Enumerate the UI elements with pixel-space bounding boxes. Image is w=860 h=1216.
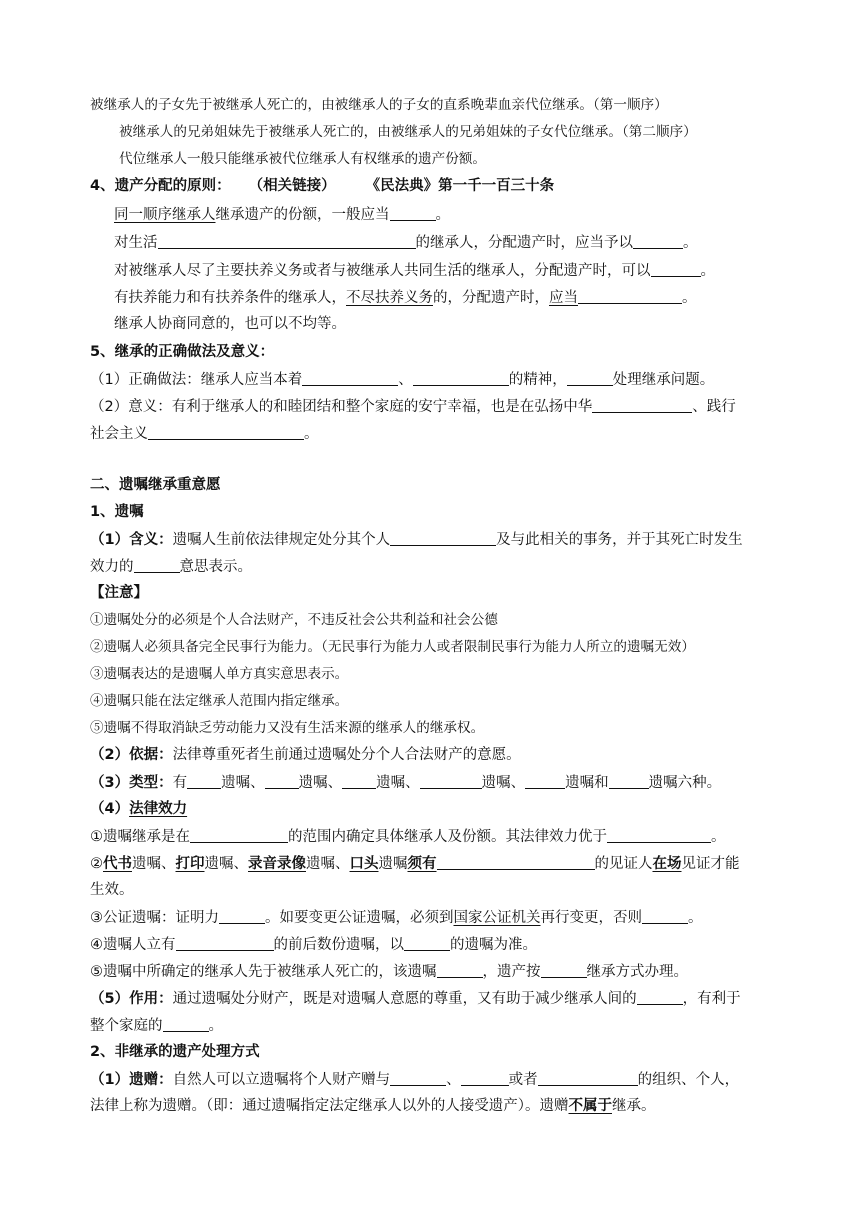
- law-reference: 《民法典》第一千一百三十条: [365, 178, 555, 194]
- underlined-term: 口头: [349, 856, 379, 872]
- text-line: [114, 260, 715, 282]
- fill-blank[interactable]: [538, 1069, 638, 1086]
- text-line: [90, 745, 521, 767]
- fill-blank[interactable]: [651, 260, 701, 277]
- text-line: [90, 1015, 223, 1037]
- text-span: 对被继承人尽了主要扶养义务或者与被继承人共同生活的继承人，分配遗产时，可以: [114, 263, 651, 279]
- note-heading: [90, 583, 148, 605]
- fill-blank[interactable]: [633, 232, 683, 249]
- text-span: 的继承人，分配遗产时，应当予以: [415, 235, 633, 251]
- fill-blank[interactable]: [637, 988, 683, 1005]
- text-span: 有: [172, 775, 188, 791]
- text-span: 自然人可以立遗嘱将个人财产赠与: [172, 1072, 391, 1088]
- text-span: 或者: [508, 1072, 538, 1088]
- text-span: 遗嘱和: [565, 775, 609, 791]
- text-line: [90, 95, 668, 117]
- text-span: 通过遗嘱处分财产，既是对遗嘱人意愿的尊重，又有助于减少继承人间的: [172, 991, 637, 1007]
- text-line: [90, 826, 726, 848]
- text-span: 法律尊重死者生前通过遗嘱处分个人合法财产的意愿。: [172, 747, 521, 763]
- text-span: 的见证人: [594, 856, 653, 872]
- text-line: [90, 529, 743, 551]
- text-span: 的组织、个人，: [637, 1072, 740, 1088]
- text-line: [114, 287, 697, 309]
- definition-label: （1）含义：: [90, 532, 173, 548]
- text-span: 有扶养能力和有扶养条件的继承人，: [114, 290, 346, 306]
- underlined-term: 不尽扶养义务: [346, 290, 433, 306]
- text-line: [90, 934, 537, 956]
- text-span: 及与此相关的事务，并于其死亡时发生: [496, 532, 743, 548]
- text-span: 对生活: [114, 235, 158, 251]
- substitute-inheritance-first-order: 被继承人的子女先于被继承人死亡的，由被继承人的子女的直系晚辈血亲代位继承。（第一顺序）: [90, 97, 668, 113]
- note-text: ③遗嘱表达的是遗嘱人单方真实意思表示。: [90, 666, 349, 682]
- text-line: [119, 122, 697, 144]
- fill-blank[interactable]: [390, 529, 496, 546]
- note-item: [90, 610, 498, 632]
- note-text: ④遗嘱只能在法定继承人范围内指定继承。: [90, 693, 349, 709]
- text-span: 、践行: [692, 399, 736, 415]
- section-heading: [90, 176, 554, 198]
- text-span: 。如要变更公证遗嘱，必须到: [265, 910, 454, 926]
- text-span: 处理继承问题。: [612, 372, 715, 388]
- text-line: [114, 232, 698, 254]
- fill-blank[interactable]: [390, 1069, 446, 1086]
- text-span: ④遗嘱人立有: [90, 937, 176, 953]
- fill-blank[interactable]: [265, 772, 299, 789]
- fill-blank[interactable]: [578, 287, 682, 304]
- fill-blank[interactable]: [420, 772, 482, 789]
- text-span: 生效。: [90, 882, 134, 898]
- text-span: 继承人协商同意的，也可以不均等。: [114, 316, 346, 332]
- substitute-inheritance-second-order: 被继承人的兄弟姐妹先于被继承人死亡的，由被继承人的兄弟姐妹的子女代位继承。（第二顺序）: [119, 124, 697, 140]
- text-span: 社会主义: [90, 426, 148, 442]
- text-span: 遗嘱、: [481, 775, 526, 791]
- fill-blank[interactable]: [187, 772, 221, 789]
- fill-blank[interactable]: [437, 961, 483, 978]
- underlined-term: 应当: [549, 290, 578, 306]
- text-line: [90, 556, 252, 578]
- text-span: 继承遗产的份额，一般应当: [215, 207, 390, 223]
- fill-blank[interactable]: [609, 772, 649, 789]
- text-line: [90, 799, 187, 821]
- legal-effect-heading: 法律效力: [129, 801, 188, 817]
- text-span: ②: [90, 856, 103, 872]
- fill-blank[interactable]: [437, 853, 595, 870]
- text-line: [114, 204, 450, 226]
- note-item: [90, 664, 348, 686]
- fill-blank[interactable]: [541, 961, 587, 978]
- fill-blank[interactable]: [176, 934, 274, 951]
- text-line: [90, 988, 741, 1010]
- text-span: 。: [304, 426, 319, 442]
- text-line: [90, 1069, 739, 1091]
- text-line: [90, 907, 703, 929]
- text-span: 遗嘱: [378, 856, 408, 872]
- text-span: ③公证遗嘱：证明力: [90, 910, 219, 926]
- text-span: （1）正确做法：继承人应当本着: [90, 372, 303, 388]
- section-4-heading: 4、遗产分配的原则：: [90, 178, 231, 194]
- fill-blank[interactable]: [642, 907, 688, 924]
- text-span: ⑤遗嘱中所确定的继承人先于被继承人死亡的，该遗嘱: [90, 964, 437, 980]
- text-line: [90, 961, 688, 983]
- fill-blank[interactable]: [592, 396, 692, 413]
- text-line: [90, 396, 736, 418]
- text-span: 。: [688, 910, 703, 926]
- underlined-term: 须有: [407, 856, 437, 872]
- text-line: [90, 772, 721, 794]
- text-span: 继承。: [612, 1098, 656, 1114]
- subsection-heading: [90, 502, 144, 524]
- role-label: （5）作用：: [90, 991, 173, 1007]
- part-heading: [90, 475, 221, 497]
- fill-blank[interactable]: [404, 934, 450, 951]
- substitute-inheritance-share: 代位继承人一般只能继承被代位继承人有权继承的遗产份额。: [119, 151, 487, 167]
- text-span: 遗嘱、: [132, 856, 176, 872]
- fill-blank[interactable]: [158, 232, 416, 249]
- fill-blank[interactable]: [219, 907, 265, 924]
- text-span: 的精神，: [508, 372, 567, 388]
- text-span: 遗嘱、: [204, 856, 248, 872]
- text-span: 整个家庭的: [90, 1018, 163, 1034]
- note-text: ①遗嘱处分的必须是个人合法财产，不违反社会公共利益和社会公德: [90, 612, 498, 628]
- text-line: [90, 1096, 656, 1118]
- text-span: ，遗产按: [482, 964, 541, 980]
- fill-blank[interactable]: [525, 772, 565, 789]
- subsection-heading: [90, 1042, 260, 1064]
- underlined-term: 代书: [103, 856, 132, 872]
- underlined-term: 在场: [652, 856, 682, 872]
- text-span: 。: [208, 1018, 223, 1034]
- text-span: 。: [711, 829, 726, 845]
- text-span: 的范围内确定具体继承人及份额。其法律效力优于: [288, 829, 607, 845]
- text-span: 。: [435, 207, 450, 223]
- basis-label: （2）依据：: [90, 747, 173, 763]
- fill-blank[interactable]: [413, 369, 509, 386]
- type-label: （3）类型：: [90, 775, 173, 791]
- section-heading: [90, 342, 274, 364]
- underlined-term: 录音录像: [248, 856, 306, 872]
- text-span: 遗嘱、: [221, 775, 265, 791]
- underlined-term: 国家公证机关: [453, 910, 541, 926]
- text-span: 继承方式办理。: [586, 964, 688, 980]
- underlined-term: 打印: [175, 856, 205, 872]
- fill-blank[interactable]: [134, 556, 180, 573]
- text-span: 、: [446, 1072, 461, 1088]
- fill-blank[interactable]: [390, 204, 436, 221]
- fill-blank[interactable]: [163, 1015, 209, 1032]
- text-span: 。: [700, 263, 715, 279]
- text-span: ①遗嘱继承是在: [90, 829, 190, 845]
- underlined-term: 同一顺序继承人: [114, 207, 216, 223]
- fill-blank[interactable]: [302, 369, 398, 386]
- note-text: ②遗嘱人必须具备完全民事行为能力。（无民事行为能力人或者限制民事行为能力人所立的遗嘱无效）: [90, 639, 695, 655]
- effect-label: （4）: [90, 801, 130, 817]
- text-span: 遗嘱、: [376, 775, 420, 791]
- text-line: [114, 314, 346, 336]
- text-span: 遗嘱、: [298, 775, 343, 791]
- text-span: 。: [683, 235, 698, 251]
- section-5-heading: 5、继承的正确做法及意义：: [90, 344, 275, 360]
- text-line: [90, 423, 319, 445]
- note-text: ⑤遗嘱不得取消缺乏劳动能力又没有生活来源的继承人的继承权。: [90, 720, 485, 736]
- text-span: 再行变更，否则: [540, 910, 642, 926]
- text-line: [119, 149, 486, 171]
- fill-blank[interactable]: [567, 369, 613, 386]
- fill-blank[interactable]: [148, 423, 304, 440]
- text-span: 遗嘱六种。: [648, 775, 722, 791]
- related-link-label: （相关链接）: [248, 178, 336, 194]
- text-span: 效力的: [90, 559, 134, 575]
- note-item: [90, 637, 695, 659]
- text-span: 见证才能: [681, 856, 740, 872]
- fill-blank[interactable]: [461, 1069, 509, 1086]
- non-inheritance-heading: 2、非继承的遗产处理方式: [90, 1044, 260, 1060]
- text-span: 的前后数份遗嘱，以: [273, 937, 404, 953]
- text-span: 、: [398, 372, 413, 388]
- text-span: 意思表示。: [179, 559, 252, 575]
- will-heading: 1、遗嘱: [90, 504, 144, 520]
- part-2-heading: 二、遗嘱继承重意愿: [90, 477, 221, 493]
- text-span: 。: [682, 290, 697, 306]
- text-span: 的遗嘱为准。: [450, 937, 537, 953]
- text-line: [90, 853, 740, 875]
- note-item: [90, 691, 348, 713]
- text-span: （2）意义：有利于继承人的和睦团结和整个家庭的安宁幸福，也是在弘扬中华: [90, 399, 593, 415]
- text-span: 的，分配遗产时，: [433, 290, 549, 306]
- text-span: 遗嘱、: [306, 856, 350, 872]
- fill-blank[interactable]: [607, 826, 711, 843]
- fill-blank[interactable]: [342, 772, 376, 789]
- note-item: [90, 718, 484, 740]
- bequest-label: （1）遗赠：: [90, 1072, 173, 1088]
- text-span: 法律上称为遗赠。（即：通过遗嘱指定法定继承人以外的人接受遗产）。遗赠: [90, 1098, 569, 1114]
- text-span: ，有利于: [682, 991, 741, 1007]
- text-line: [90, 369, 714, 391]
- underlined-term: 不属于: [568, 1098, 612, 1114]
- fill-blank[interactable]: [190, 826, 288, 843]
- text-span: 遗嘱人生前依法律规定处分其个人: [172, 532, 391, 548]
- note-label: 【注意】: [90, 585, 148, 601]
- text-line: [90, 880, 134, 902]
